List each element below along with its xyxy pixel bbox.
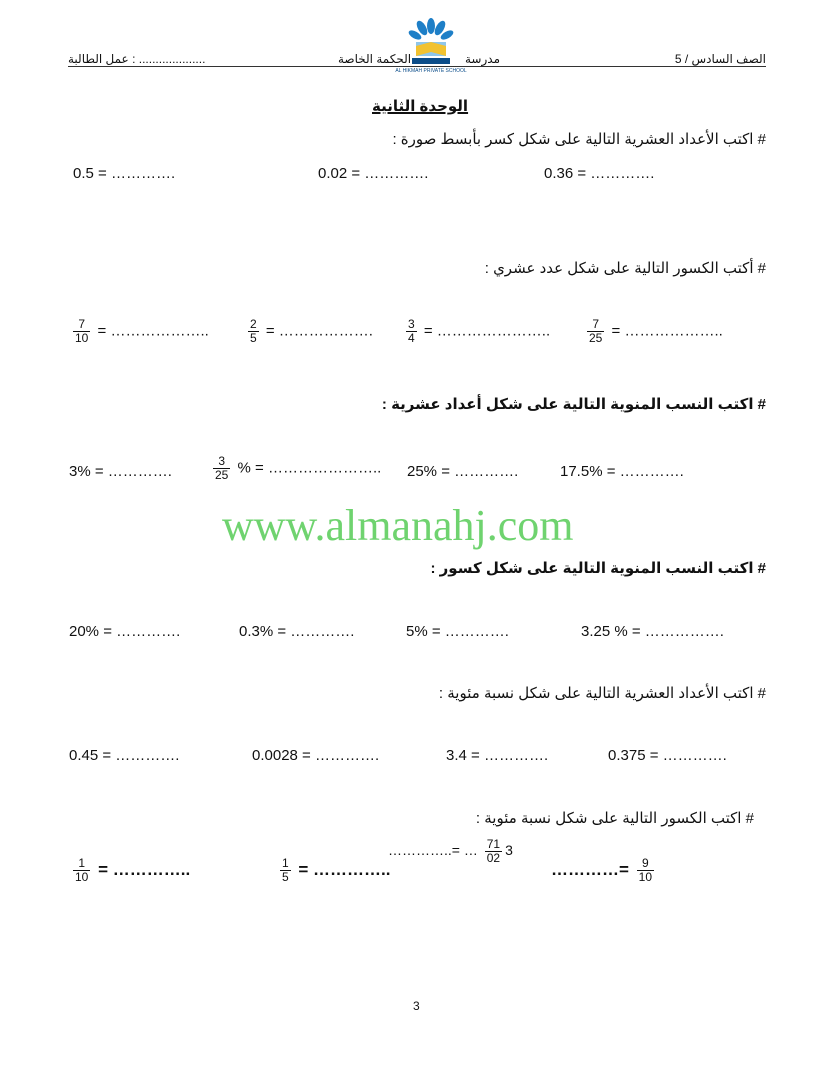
section-5-instruction: # اكتب الأعداد العشرية التالية على شكل نسبة مئوية : — [438, 685, 766, 702]
logo-caption: AL HIKMAH PRIVATE SCHOOL — [395, 68, 467, 74]
fraction: $\frac{7}{10}$ — [75, 317, 89, 345]
section-5-item-1: 0.375 = …………. — [608, 747, 727, 764]
section-6-instruction: # اكتب الكسور التالية على شكل نسبة مئوية : — [475, 810, 754, 827]
school-name: الحكمة الخاصة — [338, 52, 412, 66]
section-3-instruction: # اكتب النسب المنوية التالية على شكل أعداد عشرية : — [381, 396, 766, 413]
fraction: $\frac{1}{5}$ — [282, 856, 289, 884]
section-5-item-3: 0.0028 = …………. — [252, 747, 380, 764]
section-2-instruction: # أكتب الكسور التالية على شكل عدد عشري : — [484, 260, 766, 277]
school-prefix: مدرسة — [465, 52, 501, 66]
section-6-item-2: …………..= … $\frac{71}{02}$ 3 — [388, 837, 513, 865]
section-1-instruction: # اكتب الأعداد العشرية التالية على شكل كسر بأبسط صورة : — [392, 131, 766, 148]
section-1-item-2: 0.02 = …………. — [318, 165, 429, 182]
fraction: $\frac{71}{02}$ — [486, 837, 501, 865]
section-2-item-3: $\frac{2}{5}$ = ………………. — [250, 317, 373, 345]
section-2-item-4: $\frac{7}{10}$ = ……………….. — [75, 317, 209, 345]
page-number: 3 — [413, 999, 420, 1013]
section-4-item-2: 5% = …………. — [406, 623, 509, 640]
watermark: www.almanahj.com — [222, 501, 574, 550]
fraction: $\frac{1}{10}$ — [75, 856, 89, 884]
section-4-item-3: 0.3% = …………. — [239, 623, 355, 640]
section-5-item-2: 3.4 = …………. — [446, 747, 549, 764]
section-1-item-1: 0.36 = …………. — [544, 165, 655, 182]
fraction: $\frac{3}{4}$ — [408, 317, 415, 345]
section-2-item-1: $\frac{7}{25}$ = ……………….. — [589, 317, 723, 345]
fraction: $\frac{2}{5}$ — [250, 317, 257, 345]
section-1-item-3: 0.5 = …………. — [73, 165, 176, 182]
section-3-item-2: 25% = …………. — [407, 463, 519, 480]
fraction: $\frac{7}{25}$ — [589, 317, 603, 345]
section-6-item-1: …………= $\frac{9}{10}$ — [551, 856, 653, 884]
grade-label: الصف السادس / 5 — [674, 52, 766, 66]
section-4-item-1: 3.25 % = ……………. — [581, 623, 724, 640]
section-3-item-1: 17.5% = …………. — [560, 463, 684, 480]
section-3-item-4: 3% = …………. — [69, 463, 172, 480]
fraction: $\frac{9}{10}$ — [638, 856, 653, 884]
student-work-label: عمل الطالبة : .................... — [68, 52, 206, 66]
section-6-item-4: $\frac{1}{10}$ = ………….. — [75, 856, 191, 884]
fraction: $\frac{3}{25}$ — [215, 454, 229, 482]
section-2-item-2: $\frac{3}{4}$ = ………………….. — [408, 317, 551, 345]
section-5-item-4: 0.45 = …………. — [69, 747, 180, 764]
section-4-instruction: # اكتب النسب المنوية التالية على شكل كسور : — [430, 560, 766, 577]
section-4-item-4: 20% = …………. — [69, 623, 181, 640]
section-6-item-3: $\frac{1}{5}$ = ………….. — [282, 856, 391, 884]
school-logo — [395, 16, 467, 76]
unit-title: الوحدة الثانية — [372, 98, 469, 115]
section-3-item-3: $\frac{3}{25}$ % = ………………….. — [215, 454, 382, 482]
